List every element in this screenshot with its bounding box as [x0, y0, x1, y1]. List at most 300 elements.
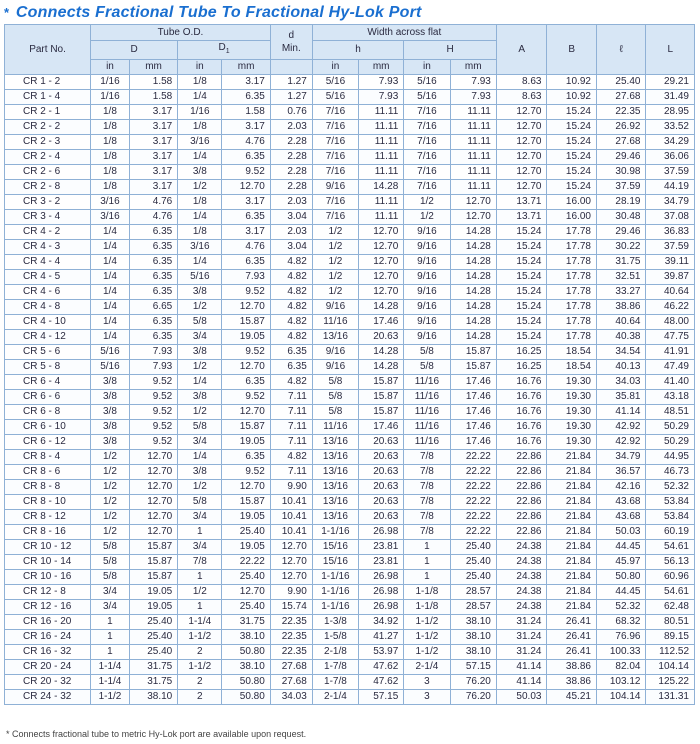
part-number-cell: CR 6 - 6	[5, 390, 91, 405]
table-cell: 4.82	[270, 270, 312, 285]
table-cell: 48.00	[646, 315, 695, 330]
table-cell: 25.40	[222, 525, 270, 540]
table-cell: 19.30	[547, 435, 597, 450]
table-cell: 53.97	[359, 645, 404, 660]
table-cell: 1/4	[91, 300, 130, 315]
table-cell: 33.52	[646, 120, 695, 135]
table-cell: 11.11	[450, 180, 496, 195]
table-cell: 24.38	[496, 540, 547, 555]
table-cell: 15.24	[547, 120, 597, 135]
table-cell: 13/16	[312, 510, 358, 525]
table-cell: 34.29	[646, 135, 695, 150]
table-cell: 41.40	[646, 375, 695, 390]
table-cell: 22.22	[450, 450, 496, 465]
table-cell: 1/2	[404, 195, 450, 210]
table-cell: 12.70	[222, 405, 270, 420]
table-cell: 2.03	[270, 195, 312, 210]
header-l-large: L	[646, 25, 695, 75]
table-cell: 15.24	[496, 240, 547, 255]
table-cell: 16.00	[547, 195, 597, 210]
table-cell: 19.30	[547, 390, 597, 405]
table-cell: 1-1/4	[178, 615, 222, 630]
table-cell: 21.84	[547, 555, 597, 570]
table-cell: 3.04	[270, 210, 312, 225]
table-cell: 21.84	[547, 450, 597, 465]
table-cell: 21.84	[547, 495, 597, 510]
table-cell: 20.63	[359, 435, 404, 450]
table-cell: 15.87	[222, 315, 270, 330]
table-cell: 3/16	[178, 240, 222, 255]
table-row	[5, 375, 695, 390]
table-cell: 11.11	[450, 150, 496, 165]
table-cell: 5/8	[91, 540, 130, 555]
part-number-cell: CR 4 - 5	[5, 270, 91, 285]
table-cell: 6.35	[129, 270, 177, 285]
table-cell: 3/16	[91, 195, 130, 210]
table-cell: 7/8	[404, 510, 450, 525]
table-cell: 14.28	[359, 180, 404, 195]
table-row	[5, 105, 695, 120]
table-cell: 25.40	[450, 570, 496, 585]
table-cell: 41.14	[496, 660, 547, 675]
table-cell: 1/2	[91, 480, 130, 495]
table-cell: 12.70	[450, 195, 496, 210]
table-cell: 24.38	[496, 585, 547, 600]
table-cell: 4.82	[270, 375, 312, 390]
table-cell: 36.83	[646, 225, 695, 240]
table-cell: 7.11	[270, 465, 312, 480]
table-cell: 1/8	[91, 180, 130, 195]
table-cell: 27.68	[596, 135, 646, 150]
table-cell: 1/2	[178, 180, 222, 195]
table-cell: 15.87	[450, 360, 496, 375]
part-number-cell: CR 8 - 4	[5, 450, 91, 465]
table-cell: 34.79	[596, 450, 646, 465]
table-cell: 9/16	[404, 240, 450, 255]
table-cell: 1/2	[312, 270, 358, 285]
table-cell: 36.06	[646, 150, 695, 165]
part-number-cell: CR 16 - 24	[5, 630, 91, 645]
table-row	[5, 345, 695, 360]
table-cell: 15.87	[129, 555, 177, 570]
table-cell: 7.11	[270, 390, 312, 405]
table-cell: 2.03	[270, 120, 312, 135]
table-cell: 3.17	[129, 150, 177, 165]
table-cell: 11.11	[359, 210, 404, 225]
table-cell: 7/8	[404, 480, 450, 495]
table-cell: 12.70	[496, 165, 547, 180]
table-cell: 15.24	[496, 300, 547, 315]
table-row	[5, 195, 695, 210]
table-cell: 38.10	[129, 690, 177, 705]
table-cell: 1-1/16	[312, 585, 358, 600]
header-unit-mm: mm	[129, 60, 177, 75]
table-cell: 7/16	[404, 120, 450, 135]
table-cell: 6.35	[222, 375, 270, 390]
table-cell: 16.76	[496, 420, 547, 435]
table-cell: 11.11	[450, 120, 496, 135]
table-cell: 8.63	[496, 75, 547, 90]
table-cell: 17.78	[547, 300, 597, 315]
table-cell: 21.84	[547, 525, 597, 540]
header-D1-letter: D	[218, 42, 226, 53]
table-cell: 131.31	[646, 690, 695, 705]
table-row	[5, 465, 695, 480]
header-b: B	[547, 25, 597, 75]
table-cell: 4.82	[270, 285, 312, 300]
table-cell: 1/2	[178, 405, 222, 420]
table-cell: 2.28	[270, 135, 312, 150]
table-cell: 14.28	[359, 300, 404, 315]
table-cell: 11.11	[450, 135, 496, 150]
table-cell: 23.81	[359, 555, 404, 570]
table-cell: 52.32	[596, 600, 646, 615]
table-cell: 31.24	[496, 645, 547, 660]
table-cell: 3/4	[178, 540, 222, 555]
table-cell: 2-1/4	[404, 660, 450, 675]
table-cell: 5/8	[178, 495, 222, 510]
table-cell: 1.58	[129, 75, 177, 90]
table-cell: 1/4	[178, 150, 222, 165]
table-cell: 42.16	[596, 480, 646, 495]
part-number-cell: CR 3 - 2	[5, 195, 91, 210]
table-cell: 76.20	[450, 690, 496, 705]
table-cell: 11.11	[359, 195, 404, 210]
table-cell: 1-1/8	[404, 600, 450, 615]
table-cell: 42.92	[596, 420, 646, 435]
table-row	[5, 390, 695, 405]
table-cell: 12.70	[222, 585, 270, 600]
table-cell: 23.81	[359, 540, 404, 555]
table-cell: 1/2	[404, 210, 450, 225]
table-cell: 26.98	[359, 570, 404, 585]
table-cell: 19.05	[129, 585, 177, 600]
table-cell: 31.75	[129, 675, 177, 690]
table-cell: 9/16	[404, 285, 450, 300]
table-cell: 9.52	[129, 420, 177, 435]
table-row	[5, 420, 695, 435]
table-cell: 19.05	[222, 330, 270, 345]
table-cell: 9.52	[222, 465, 270, 480]
table-cell: 2	[178, 690, 222, 705]
table-cell: 11.11	[450, 165, 496, 180]
table-cell: 26.41	[547, 645, 597, 660]
table-cell: 7/16	[404, 180, 450, 195]
table-cell: 7.93	[222, 270, 270, 285]
table-cell: 7/16	[312, 120, 358, 135]
table-cell: 7/16	[312, 105, 358, 120]
table-cell: 1/8	[178, 75, 222, 90]
table-cell: 44.19	[646, 180, 695, 195]
table-cell: 7.11	[270, 420, 312, 435]
table-cell: 40.64	[646, 285, 695, 300]
table-cell: 19.05	[222, 540, 270, 555]
table-cell: 25.40	[450, 555, 496, 570]
table-cell: 24.38	[496, 555, 547, 570]
table-cell: 2.28	[270, 165, 312, 180]
table-cell: 22.86	[496, 510, 547, 525]
table-cell: 14.28	[450, 255, 496, 270]
table-cell: 2	[178, 675, 222, 690]
table-row	[5, 585, 695, 600]
table-cell: 26.98	[359, 600, 404, 615]
table-cell: 12.70	[359, 270, 404, 285]
table-cell: 1/2	[312, 225, 358, 240]
table-cell: 7/16	[312, 135, 358, 150]
table-cell: 1	[91, 630, 130, 645]
table-cell: 13/16	[312, 450, 358, 465]
table-cell: 1/4	[91, 330, 130, 345]
table-cell: 21.84	[547, 540, 597, 555]
table-cell: 3/16	[178, 135, 222, 150]
table-cell: 3.04	[270, 240, 312, 255]
table-cell: 34.54	[596, 345, 646, 360]
table-cell: 15.24	[496, 285, 547, 300]
table-cell: 41.14	[596, 405, 646, 420]
table-cell: 15.87	[222, 420, 270, 435]
table-cell: 3.17	[222, 120, 270, 135]
table-cell: 9.90	[270, 480, 312, 495]
table-cell: 1/16	[91, 75, 130, 90]
table-cell: 9.52	[129, 375, 177, 390]
table-cell: 6.35	[129, 315, 177, 330]
table-cell: 30.98	[596, 165, 646, 180]
table-cell: 76.96	[596, 630, 646, 645]
table-cell: 17.78	[547, 225, 597, 240]
table-cell: 45.21	[547, 690, 597, 705]
part-number-cell: CR 3 - 4	[5, 210, 91, 225]
part-number-cell: CR 20 - 32	[5, 675, 91, 690]
table-cell: 1-1/4	[91, 675, 130, 690]
part-number-cell: CR 4 - 8	[5, 300, 91, 315]
table-cell: 57.15	[450, 660, 496, 675]
table-cell: 27.68	[596, 90, 646, 105]
table-cell: 9/16	[312, 360, 358, 375]
table-cell: 1-1/2	[404, 615, 450, 630]
table-cell: 13/16	[312, 435, 358, 450]
part-number-cell: CR 4 - 6	[5, 285, 91, 300]
table-cell: 22.86	[496, 480, 547, 495]
table-cell: 16.76	[496, 435, 547, 450]
part-number-cell: CR 8 - 16	[5, 525, 91, 540]
table-cell: 1-1/16	[312, 525, 358, 540]
table-row	[5, 480, 695, 495]
table-cell: 20.63	[359, 510, 404, 525]
table-cell: 24.38	[496, 600, 547, 615]
table-cell: 17.46	[450, 405, 496, 420]
table-cell: 16.76	[496, 405, 547, 420]
table-cell: 22.22	[450, 510, 496, 525]
table-cell: 28.57	[450, 585, 496, 600]
table-cell: 11/16	[312, 420, 358, 435]
table-cell: 10.41	[270, 525, 312, 540]
table-cell: 7/16	[312, 195, 358, 210]
table-row	[5, 225, 695, 240]
table-cell: 13/16	[312, 495, 358, 510]
table-cell: 17.46	[359, 420, 404, 435]
footnote: * Connects fractional tube to metric Hy-Lok port are available upon request.	[6, 729, 307, 739]
table-cell: 15.24	[547, 105, 597, 120]
table-cell: 10.41	[270, 510, 312, 525]
table-cell: 1-7/8	[312, 675, 358, 690]
table-cell: 80.51	[646, 615, 695, 630]
table-header	[5, 25, 695, 75]
table-cell: 7/16	[404, 165, 450, 180]
table-cell: 2.03	[270, 225, 312, 240]
table-cell: 1/16	[91, 90, 130, 105]
table-row	[5, 330, 695, 345]
asterisk-icon: *	[4, 5, 10, 20]
table-cell: 1/8	[91, 120, 130, 135]
table-cell: 1-1/16	[312, 570, 358, 585]
table-cell: 22.35	[270, 645, 312, 660]
table-cell: 19.30	[547, 405, 597, 420]
table-cell: 25.40	[129, 615, 177, 630]
table-cell: 31.24	[496, 630, 547, 645]
table-cell: 12.70	[129, 525, 177, 540]
table-cell: 41.27	[359, 630, 404, 645]
table-cell: 1/2	[312, 255, 358, 270]
table-cell: 3/8	[91, 390, 130, 405]
table-cell: 22.22	[450, 495, 496, 510]
table-cell: 5/16	[404, 75, 450, 90]
table-cell: 1/4	[91, 270, 130, 285]
table-cell: 3.17	[222, 75, 270, 90]
table-cell: 3.17	[129, 105, 177, 120]
table-cell: 1-1/2	[404, 645, 450, 660]
table-cell: 20.63	[359, 450, 404, 465]
header-unit-mm: mm	[450, 60, 496, 75]
page-title-text: Connects Fractional Tube To Fractional Hy-Lok Port	[15, 4, 422, 21]
table-cell: 5/8	[404, 360, 450, 375]
table-cell: 38.10	[450, 645, 496, 660]
table-cell: 14.28	[359, 345, 404, 360]
table-cell: 1/4	[91, 240, 130, 255]
table-cell: 26.98	[359, 525, 404, 540]
part-number-cell: CR 5 - 8	[5, 360, 91, 375]
table-cell: 2-1/4	[312, 690, 358, 705]
table-cell: 1-1/8	[404, 585, 450, 600]
table-cell: 37.59	[646, 240, 695, 255]
table-cell: 12.70	[129, 510, 177, 525]
table-cell: 40.13	[596, 360, 646, 375]
table-cell: 3.17	[222, 225, 270, 240]
table-cell: 5/8	[178, 420, 222, 435]
table-cell: 16.25	[496, 360, 547, 375]
table-cell: 34.92	[359, 615, 404, 630]
table-cell: 7/8	[404, 465, 450, 480]
table-cell: 11.11	[359, 120, 404, 135]
table-cell: 6.65	[129, 300, 177, 315]
table-cell: 15.87	[359, 375, 404, 390]
table-row	[5, 210, 695, 225]
table-cell: 25.40	[222, 570, 270, 585]
table-cell: 12.70	[222, 180, 270, 195]
table-cell: 1/2	[91, 450, 130, 465]
header-width-across-flat: Width across flat	[312, 25, 496, 41]
table-cell: 11.11	[359, 165, 404, 180]
table-cell: 38.86	[547, 660, 597, 675]
table-cell: 21.84	[547, 600, 597, 615]
table-cell: 9/16	[312, 345, 358, 360]
table-cell: 29.46	[596, 225, 646, 240]
table-cell: 19.05	[129, 600, 177, 615]
table-cell: 17.46	[450, 375, 496, 390]
table-cell: 31.75	[596, 255, 646, 270]
table-cell: 2.28	[270, 150, 312, 165]
table-cell: 21.84	[547, 570, 597, 585]
table-cell: 9/16	[404, 225, 450, 240]
table-cell: 9.52	[129, 405, 177, 420]
table-cell: 54.61	[646, 540, 695, 555]
table-cell: 17.78	[547, 270, 597, 285]
table-row	[5, 405, 695, 420]
part-number-cell: CR 2 - 1	[5, 105, 91, 120]
table-cell: 3/8	[178, 465, 222, 480]
table-cell: 1/8	[178, 225, 222, 240]
table-cell: 12.70	[359, 285, 404, 300]
table-cell: 11/16	[404, 435, 450, 450]
table-cell: 17.78	[547, 255, 597, 270]
table-cell: 12.70	[222, 300, 270, 315]
part-number-cell: CR 1 - 4	[5, 90, 91, 105]
table-cell: 22.35	[270, 615, 312, 630]
table-cell: 15/16	[312, 540, 358, 555]
table-cell: 1/16	[178, 105, 222, 120]
table-cell: 57.15	[359, 690, 404, 705]
table-cell: 1	[178, 525, 222, 540]
table-cell: 26.92	[596, 120, 646, 135]
table-cell: 1/2	[91, 525, 130, 540]
table-cell: 1	[404, 555, 450, 570]
part-number-cell: CR 10 - 12	[5, 540, 91, 555]
table-cell: 3/4	[91, 600, 130, 615]
table-cell: 19.05	[222, 510, 270, 525]
table-cell: 20.63	[359, 495, 404, 510]
table-cell: 16.00	[547, 210, 597, 225]
table-cell: 22.22	[450, 480, 496, 495]
table-cell: 19.30	[547, 420, 597, 435]
table-cell: 1/2	[178, 360, 222, 375]
table-cell: 0.76	[270, 105, 312, 120]
table-cell: 42.92	[596, 435, 646, 450]
table-cell: 9.52	[222, 165, 270, 180]
table-cell: 3/8	[91, 435, 130, 450]
header-unit-in: in	[312, 60, 358, 75]
table-cell: 14.28	[359, 360, 404, 375]
header-unit-mm: mm	[359, 60, 404, 75]
table-cell: 9.52	[129, 435, 177, 450]
table-cell: 103.12	[596, 675, 646, 690]
table-cell: 7/16	[404, 105, 450, 120]
table-cell: 15.24	[496, 330, 547, 345]
table-cell: 1-1/2	[178, 630, 222, 645]
part-number-cell: CR 2 - 4	[5, 150, 91, 165]
dimensions-table	[4, 24, 695, 705]
table-cell: 1/8	[178, 195, 222, 210]
table-cell: 15.24	[547, 135, 597, 150]
table-cell: 5/8	[312, 405, 358, 420]
table-cell: 38.86	[596, 300, 646, 315]
table-cell: 6.35	[129, 225, 177, 240]
table-cell: 13.71	[496, 210, 547, 225]
table-cell: 1/2	[312, 240, 358, 255]
table-cell: 9/16	[312, 180, 358, 195]
table-cell: 22.35	[270, 630, 312, 645]
table-cell: 43.18	[646, 390, 695, 405]
table-cell: 100.33	[596, 645, 646, 660]
table-cell: 1-1/4	[91, 660, 130, 675]
